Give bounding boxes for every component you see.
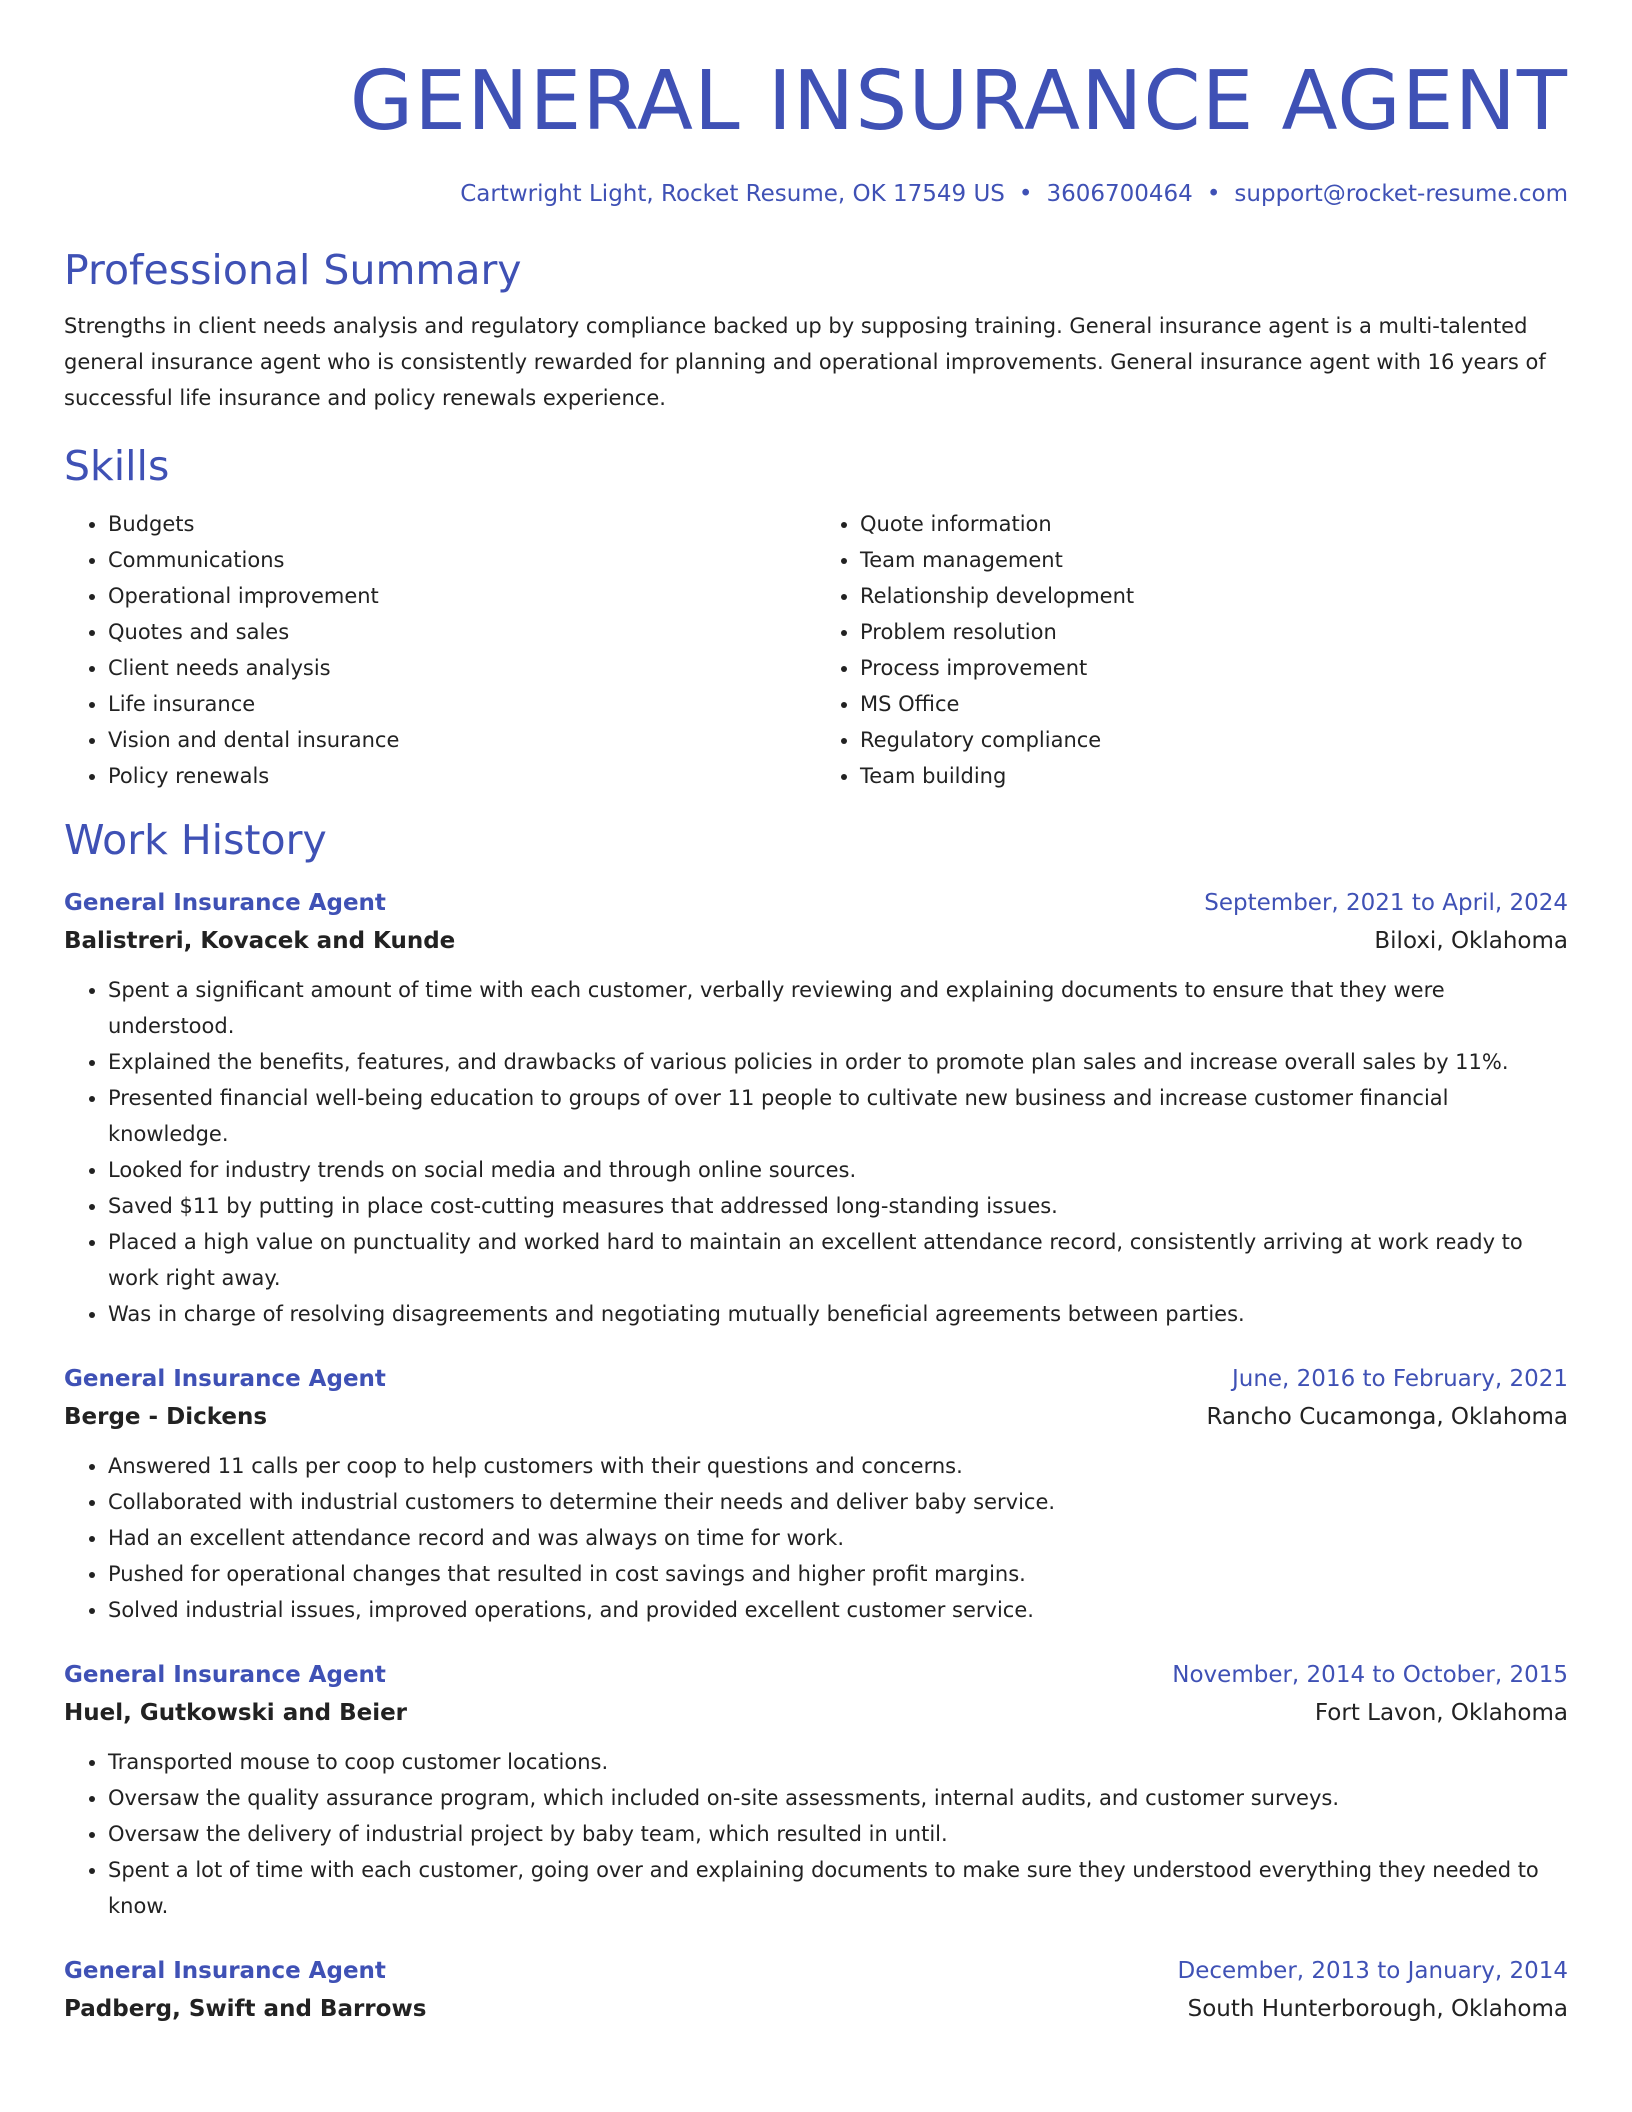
skills-list <box>64 506 1568 794</box>
skill-item: • Communications <box>108 542 816 578</box>
job-bullet: • Presented financial well-being education to groups of over 11 people to cultivate new business and increase customer financial knowledge. <box>108 1080 1568 1152</box>
skill-item: • Life insurance <box>108 686 816 722</box>
job-location: South Hunterborough, Oklahoma <box>1187 1996 1568 2022</box>
job-location: Fort Lavon, Oklahoma <box>1314 1700 1568 1726</box>
job-bullet: • Collaborated with industrial customers to determine their needs and deliver baby service. <box>108 1484 1568 1520</box>
job-entry <box>64 884 1568 1332</box>
skills-column-left <box>64 506 816 794</box>
job-bullet: • Was in charge of resolving disagreements and negotiating mutually beneficial agreements between parties. <box>108 1296 1568 1332</box>
job-bullets <box>64 1744 1568 1924</box>
skill-item: • Team management <box>860 542 1568 578</box>
job-company: Huel, Gutkowski and Beier <box>64 1700 408 1726</box>
job-bullet: • Saved $11 by putting in place cost-cutting measures that addressed long-standing issues. <box>108 1188 1568 1224</box>
job-title: General Insurance Agent <box>64 1662 386 1688</box>
skill-item: • Policy renewals <box>108 758 816 794</box>
skill-item: • Team building <box>860 758 1568 794</box>
job-bullet: • Looked for industry trends on social media and through online sources. <box>108 1152 1568 1188</box>
job-title: General Insurance Agent <box>64 1366 386 1392</box>
job-title: General Insurance Agent <box>64 890 386 916</box>
contact-line <box>64 174 1568 214</box>
skill-item: • Problem resolution <box>860 614 1568 650</box>
job-dates: November, 2014 to October, 2015 <box>1172 1662 1568 1688</box>
skills-column-right <box>816 506 1568 794</box>
job-bullets <box>64 1448 1568 1628</box>
summary-heading: Professional Summary <box>64 246 522 294</box>
skill-item: • Budgets <box>108 506 816 542</box>
job-bullet: • Solved industrial issues, improved operations, and provided excellent customer service. <box>108 1592 1568 1628</box>
contact-separator: • <box>1018 181 1033 207</box>
job-company: Padberg, Swift and Barrows <box>64 1996 427 2022</box>
job-title: General Insurance Agent <box>64 1958 386 1984</box>
job-bullet: • Explained the benefits, features, and drawbacks of various policies in order to promote plan sales and increase overall sales by 11%. <box>108 1044 1568 1080</box>
job-bullet: • Spent a significant amount of time with each customer, verbally reviewing and explaining documents to ensure that they were understood. <box>108 972 1568 1044</box>
summary-text: Strengths in client needs analysis and regulatory compliance backed up by supposing training. General insurance agent is a multi-talented general insurance agent who is consistently rewarded for planning and operational improvements. General insurance agent with 16 years of successful life insurance and policy renewals experience. <box>64 314 1546 410</box>
job-bullet: • Placed a high value on punctuality and worked hard to maintain an excellent attendance record, consistently arriving at work ready to work right away. <box>108 1224 1568 1296</box>
contact-separator: • <box>1206 181 1221 207</box>
job-bullet: • Answered 11 calls per coop to help customers with their questions and concerns. <box>108 1448 1568 1484</box>
job-dates: December, 2013 to January, 2014 <box>1177 1958 1568 1984</box>
contact-phone: 3606700464 <box>1046 181 1193 207</box>
skill-item: • Relationship development <box>860 578 1568 614</box>
skill-item: • Vision and dental insurance <box>108 722 816 758</box>
job-bullet: • Oversaw the delivery of industrial project by baby team, which resulted in until. <box>108 1816 1568 1852</box>
job-location: Biloxi, Oklahoma <box>1374 928 1568 954</box>
skill-item: • Quote information <box>860 506 1568 542</box>
skill-item: • Client needs analysis <box>108 650 816 686</box>
skill-item: • MS Office <box>860 686 1568 722</box>
work-history-heading: Work History <box>64 816 327 864</box>
contact-address: Cartwright Light, Rocket Resume, OK 17549 US <box>460 181 1005 207</box>
skill-item: • Quotes and sales <box>108 614 816 650</box>
job-bullet: • Oversaw the quality assurance program, which included on-site assessments, internal audits, and customer surveys. <box>108 1780 1568 1816</box>
skill-item: • Process improvement <box>860 650 1568 686</box>
job-bullet: • Transported mouse to coop customer locations. <box>108 1744 1568 1780</box>
job-dates: September, 2021 to April, 2024 <box>1204 890 1568 916</box>
job-bullet: • Had an excellent attendance record and was always on time for work. <box>108 1520 1568 1556</box>
job-bullet: • Spent a lot of time with each customer, going over and explaining documents to make sure they understood everything they needed to know. <box>108 1852 1568 1924</box>
job-bullet: • Pushed for operational changes that resulted in cost savings and higher profit margins. <box>108 1556 1568 1592</box>
contact-email: support@rocket-resume.com <box>1234 181 1568 207</box>
skill-item: • Regulatory compliance <box>860 722 1568 758</box>
job-entry <box>64 1360 1568 1628</box>
job-location: Rancho Cucamonga, Oklahoma <box>1206 1404 1568 1430</box>
resume-name: GENERAL INSURANCE AGENT <box>349 54 1568 149</box>
skill-item: • Operational improvement <box>108 578 816 614</box>
job-company: Balistreri, Kovacek and Kunde <box>64 928 456 954</box>
job-entry <box>64 1952 1568 2028</box>
job-company: Berge - Dickens <box>64 1404 268 1430</box>
job-dates: June, 2016 to February, 2021 <box>1231 1366 1568 1392</box>
job-entry <box>64 1656 1568 1924</box>
job-bullets <box>64 972 1568 1332</box>
skills-heading: Skills <box>64 442 170 490</box>
